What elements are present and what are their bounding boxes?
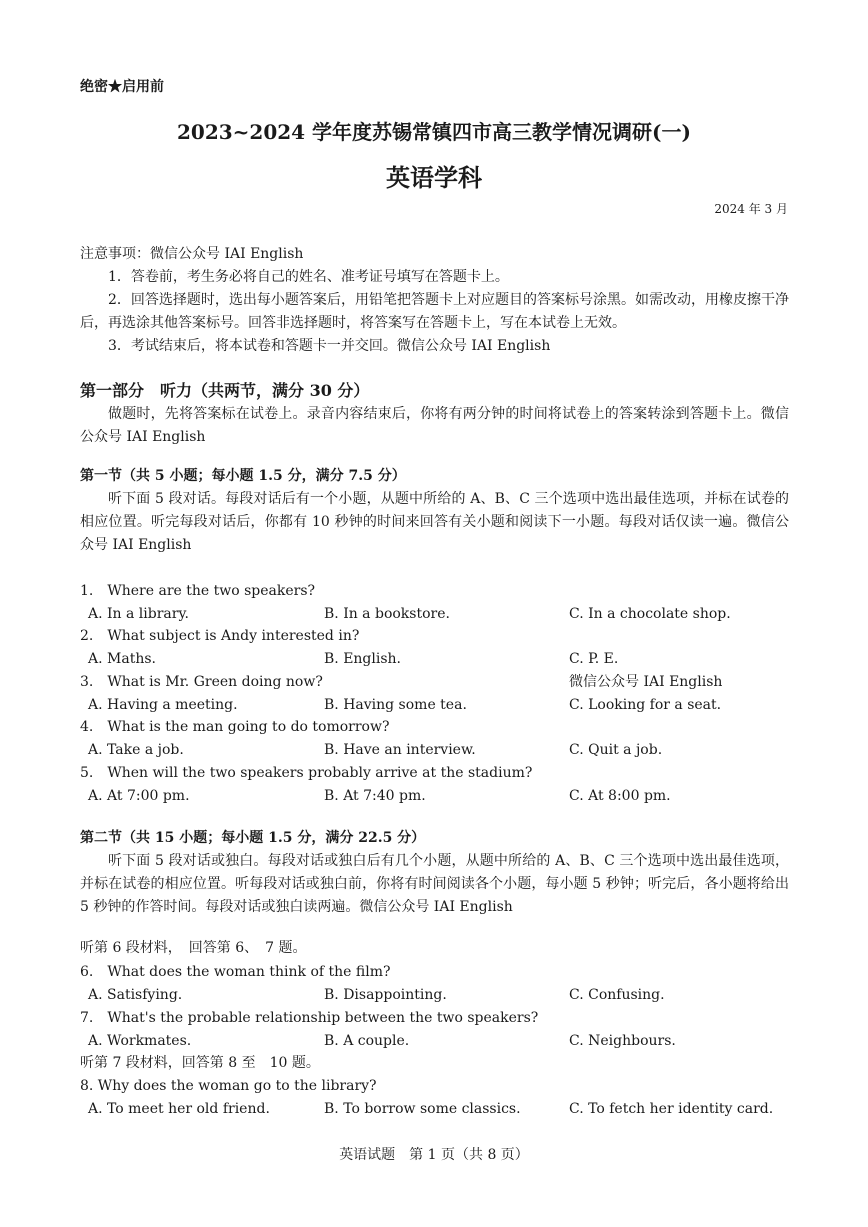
question-7-option-c: C. Neighbours.: [569, 1033, 676, 1049]
part1-intro: 做题时，先将答案标在试卷上。录音内容结束后，你将有两分钟的时间将试卷上的答案转涂到答题卡上。微信公众号 IAI English: [80, 406, 789, 445]
question-3-option-a: A. Having a meeting.: [88, 697, 238, 713]
question-3: 3. What is Mr. Green doing now?: [80, 674, 323, 690]
question-4: 4. What is the man going to do tomorrow?: [80, 719, 390, 735]
question-5-option-c: C. At 8:00 pm.: [569, 788, 671, 804]
question-5-option-b: B. At 7:40 pm.: [324, 788, 426, 804]
exam-title: 2023~2024 学年度苏锡常镇四市高三教学情况调研(一): [177, 120, 691, 144]
notes-item-1: 1．答卷前，考生务必将自己的姓名、准考证号填写在答题卡上。: [108, 269, 509, 285]
question-5: 5. When will the two speakers probably arrive at the stadium?: [80, 765, 533, 781]
section2-intro: 听下面 5 段对话或独白。每段对话或独白后有几个小题，从题中所给的 A、B、C 三个选项中选出最佳选项，并标在试卷的相应位置。听每段对话或独白前，你将有时间阅读各个小题，每小题 5 秒钟；听完后，各小题将给出 5 秒钟的作答时间。每段对话或独白读两遍。微信公众号 IAI English: [80, 853, 789, 915]
question-4-option-c: C. Quit a job.: [569, 742, 663, 758]
notes-title: 注意事项：微信公众号 IAI English: [80, 246, 304, 262]
question-8: 8. Why does the woman go to the library?: [80, 1078, 377, 1094]
material-6-instruction: 听第 6 段材料， 回答第 6、 7 题。: [80, 940, 307, 956]
question-4-option-a: A. Take a job.: [88, 742, 184, 758]
part1-heading: 第一部分 听力（共两节，满分 30 分）: [80, 381, 370, 400]
subject-title: 英语学科: [386, 163, 482, 192]
notes-item-3: 3．考试结束后，将本试卷和答题卡一并交回。微信公众号 IAI English: [108, 338, 551, 354]
exam-date: 2024 年 3 月: [714, 202, 788, 216]
question-2: 2. What subject is Andy interested in?: [80, 628, 360, 644]
question-6: 6. What does the woman think of the film?: [80, 964, 391, 980]
confidential-mark: 绝密★启用前: [80, 79, 164, 95]
question-5-option-a: A. At 7:00 pm.: [88, 788, 190, 804]
question-1-option-a: A. In a library.: [88, 606, 189, 622]
question-7-option-b: B. A couple.: [324, 1033, 410, 1049]
question-1: 1. Where are the two speakers?: [80, 583, 316, 599]
section1-intro: 听下面 5 段对话。每段对话后有一个小题，从题中所给的 A、B、C 三个选项中选出最佳选项，并标在试卷的相应位置。听完每段对话后，你都有 10 秒钟的时间来回答有关小题和阅读下一小题。每段对话仅读一遍。微信公众号 IAI English: [80, 491, 789, 553]
question-2-option-b: B. English.: [324, 651, 401, 667]
question-7-option-a: A. Workmates.: [88, 1033, 192, 1049]
section1-heading: 第一节（共 5 小题；每小题 1.5 分，满分 7.5 分）: [80, 468, 406, 484]
question-8-option-c: C. To fetch her identity card.: [569, 1101, 774, 1117]
question-8-option-a: A. To meet her old friend.: [88, 1101, 270, 1117]
section2-heading: 第二节（共 15 小题；每小题 1.5 分，满分 22.5 分）: [80, 830, 426, 846]
question-7: 7. What's the probable relationship between the two speakers?: [80, 1010, 539, 1026]
question-6-option-c: C. Confusing.: [569, 987, 665, 1003]
notes-item-2: 2．回答选择题时，选出每小题答案后，用铅笔把答题卡上对应题目的答案标号涂黑。如需改动，用橡皮擦干净后，再选涂其他答案标号。回答非选择题时，将答案写在答题卡上，写在本试卷上无效。: [80, 292, 789, 331]
question-3-option-c: C. Looking for a seat.: [569, 697, 722, 713]
question-3-option-b: B. Having some tea.: [324, 697, 467, 713]
question-8-option-b: B. To borrow some classics.: [324, 1101, 521, 1117]
material-7-instruction: 听第 7 段材料，回答第 8 至 10 题。: [80, 1055, 320, 1071]
question-1-option-b: B. In a bookstore.: [324, 606, 450, 622]
question-2-option-c: C. P. E.: [569, 651, 619, 667]
question-2-option-a: A. Maths.: [88, 651, 156, 667]
page-footer: 英语试题 第 1 页（共 8 页）: [339, 1147, 529, 1163]
question-6-option-b: B. Disappointing.: [324, 987, 447, 1003]
question-3-watermark-note: 微信公众号 IAI English: [569, 674, 723, 690]
question-6-option-a: A. Satisfying.: [88, 987, 183, 1003]
question-1-option-c: C. In a chocolate shop.: [569, 606, 731, 622]
question-4-option-b: B. Have an interview.: [324, 742, 476, 758]
